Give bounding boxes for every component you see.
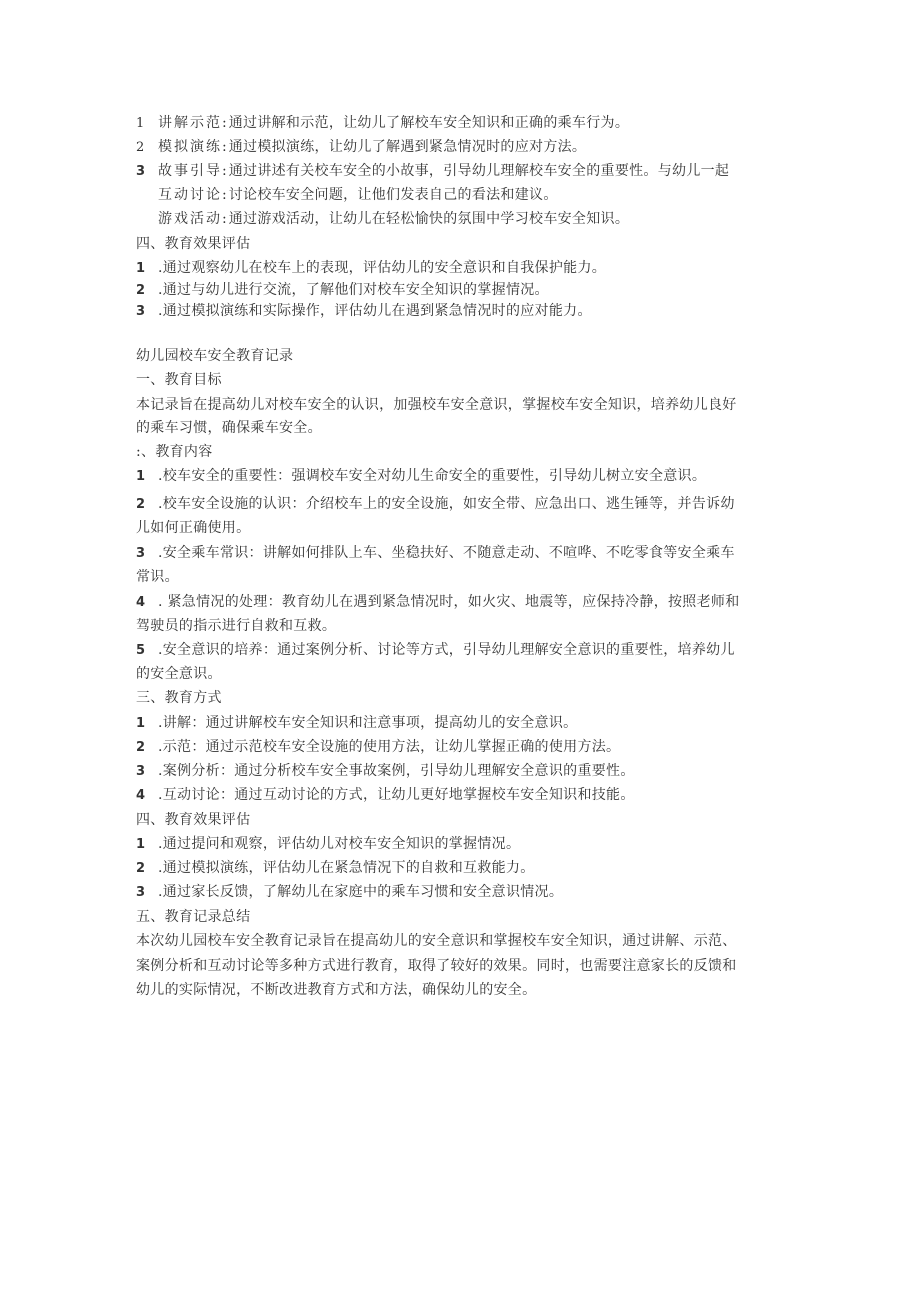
item-continuation: 儿如何正确使用。 xyxy=(136,520,251,536)
content-item xyxy=(136,543,735,564)
method-item xyxy=(136,737,620,758)
method-item xyxy=(136,185,558,205)
item-text: 通过讲解和示范，让幼儿了解校车安全知识和正确的乘车行为。 xyxy=(228,115,630,131)
item-number: 1 xyxy=(136,837,146,852)
item-number: 3 xyxy=(136,546,146,561)
item-number: 1 xyxy=(136,469,146,484)
item-continuation: 常识。 xyxy=(136,569,179,585)
item-label: 故事引导: xyxy=(158,163,229,179)
eval-item xyxy=(136,834,520,855)
item-text: .互动讨论：通过互动讨论的方式，让幼儿更好地掌握校车安全知识和技能。 xyxy=(158,787,635,803)
method-item xyxy=(136,161,729,182)
item-number: 1 xyxy=(136,116,145,131)
paragraph-line: 的乘车习惯，确保乘车安全。 xyxy=(136,420,322,436)
method-item xyxy=(136,113,629,134)
item-text: .通过模拟演练和实际操作，评估幼儿在遇到紧急情况时的应对能力。 xyxy=(158,303,592,319)
method-item xyxy=(136,713,577,734)
content-item xyxy=(136,494,735,515)
item-number: 1 xyxy=(136,716,146,731)
item-text: .安全乘车常识：讲解如何排队上车、坐稳扶好、不随意走动、不喧哗、不吃零食等安全乘车 xyxy=(158,545,735,561)
item-number: 2 xyxy=(136,497,146,512)
content-item xyxy=(136,466,706,487)
section-heading: 五、教育记录总结 xyxy=(136,909,251,925)
method-item xyxy=(136,137,586,158)
item-number: 3 xyxy=(136,164,146,179)
item-number: 3 xyxy=(136,885,146,900)
eval-item xyxy=(136,858,535,879)
section-heading: 三、教育方式 xyxy=(136,690,222,706)
paragraph-line: 本次幼儿园校车安全教育记录旨在提高幼儿的安全意识和掌握校车安全知识，通过讲解、示范、 xyxy=(136,933,737,949)
item-number: 5 xyxy=(136,643,146,658)
eval-item xyxy=(136,258,606,279)
paragraph-line: 本记录旨在提高幼儿对校车安全的认识，加强校车安全意识，掌握校车安全知识，培养幼儿良好 xyxy=(136,397,737,413)
item-text: .通过家长反馈，了解幼儿在家庭中的乘车习惯和安全意识情况。 xyxy=(158,884,564,900)
item-number: 3 xyxy=(136,764,146,779)
paragraph-line: 案例分析和互动讨论等多种方式进行教育，取得了较好的效果。同时，也需要注意家长的反馈和 xyxy=(136,958,737,974)
method-item xyxy=(136,209,629,229)
item-text: .通过与幼儿进行交流，了解他们对校车安全知识的掌握情况。 xyxy=(158,282,549,298)
eval-item xyxy=(136,280,549,301)
document-title: 幼儿园校车安全教育记录 xyxy=(136,348,294,364)
method-item xyxy=(136,785,635,806)
item-number: 2 xyxy=(136,140,145,155)
item-text: .案例分析：通过分析校车安全事故案例，引导幼儿理解安全意识的重要性。 xyxy=(158,763,635,779)
eval-item xyxy=(136,882,563,903)
item-text: 通过模拟演练，让幼儿了解遇到紧急情况时的应对方法。 xyxy=(228,139,587,155)
item-number: 1 xyxy=(136,261,146,276)
item-label: 模拟演练: xyxy=(158,139,229,155)
content-item xyxy=(136,640,735,661)
item-label: 互动讨论: xyxy=(158,187,229,203)
item-text: .校车安全的重要性：强调校车安全对幼儿生命安全的重要性，引导幼儿树立安全意识。 xyxy=(158,468,707,484)
item-text: .安全意识的培养：通过案例分析、讨论等方式，引导幼儿理解安全意识的重要性，培养幼儿 xyxy=(158,642,735,658)
item-text: .通过观察幼儿在校车上的表现，评估幼儿的安全意识和自我保护能力。 xyxy=(158,260,607,276)
item-number: 4 xyxy=(136,788,146,803)
item-number: 2 xyxy=(136,740,146,755)
item-text: .通过模拟演练，评估幼儿在紧急情况下的自救和互救能力。 xyxy=(158,860,535,876)
section-heading: 一、教育目标 xyxy=(136,372,222,388)
item-text: 通过游戏活动，让幼儿在轻松愉快的氛围中学习校车安全知识。 xyxy=(228,211,630,227)
paragraph-line: 幼儿的实际情况，不断改进教育方式和方法，确保幼儿的安全。 xyxy=(136,982,537,998)
item-text: .讲解：通过讲解校车安全知识和注意事项，提高幼儿的安全意识。 xyxy=(158,715,578,731)
item-continuation: 驾驶员的指示进行自救和互救。 xyxy=(136,618,337,634)
section-heading: :、教育内容 xyxy=(136,444,213,460)
section-heading: 四、教育效果评估 xyxy=(136,812,251,828)
item-text: 通过讲述有关校车安全的小故事，引导幼儿理解校车安全的重要性。与幼儿一起 xyxy=(228,163,730,179)
item-text: .通过提问和观察，评估幼儿对校车安全知识的掌握情况。 xyxy=(158,836,521,852)
item-label: 讲解示范: xyxy=(158,115,229,131)
item-number: 2 xyxy=(136,861,146,876)
method-item xyxy=(136,761,635,782)
item-text: . 紧急情况的处理：教育幼儿在遇到紧急情况时，如火灾、地震等，应保持冷静，按照老师和 xyxy=(158,594,740,610)
item-number: 3 xyxy=(136,304,146,319)
item-text: .校车安全设施的认识：介绍校车上的安全设施，如安全带、应急出口、逃生锤等，并告诉幼 xyxy=(158,496,735,512)
eval-item xyxy=(136,301,592,322)
section-heading: 四、教育效果评估 xyxy=(136,236,251,252)
item-continuation: 的安全意识。 xyxy=(136,666,222,682)
item-text: .示范：通过示范校车安全设施的使用方法，让幼儿掌握正确的使用方法。 xyxy=(158,739,621,755)
content-item xyxy=(136,592,740,613)
item-label: 游戏活动: xyxy=(158,211,229,227)
item-number: 4 xyxy=(136,595,146,610)
item-text: 讨论校车安全问题，让他们发表自己的看法和建议。 xyxy=(228,187,558,203)
item-number: 2 xyxy=(136,283,146,298)
